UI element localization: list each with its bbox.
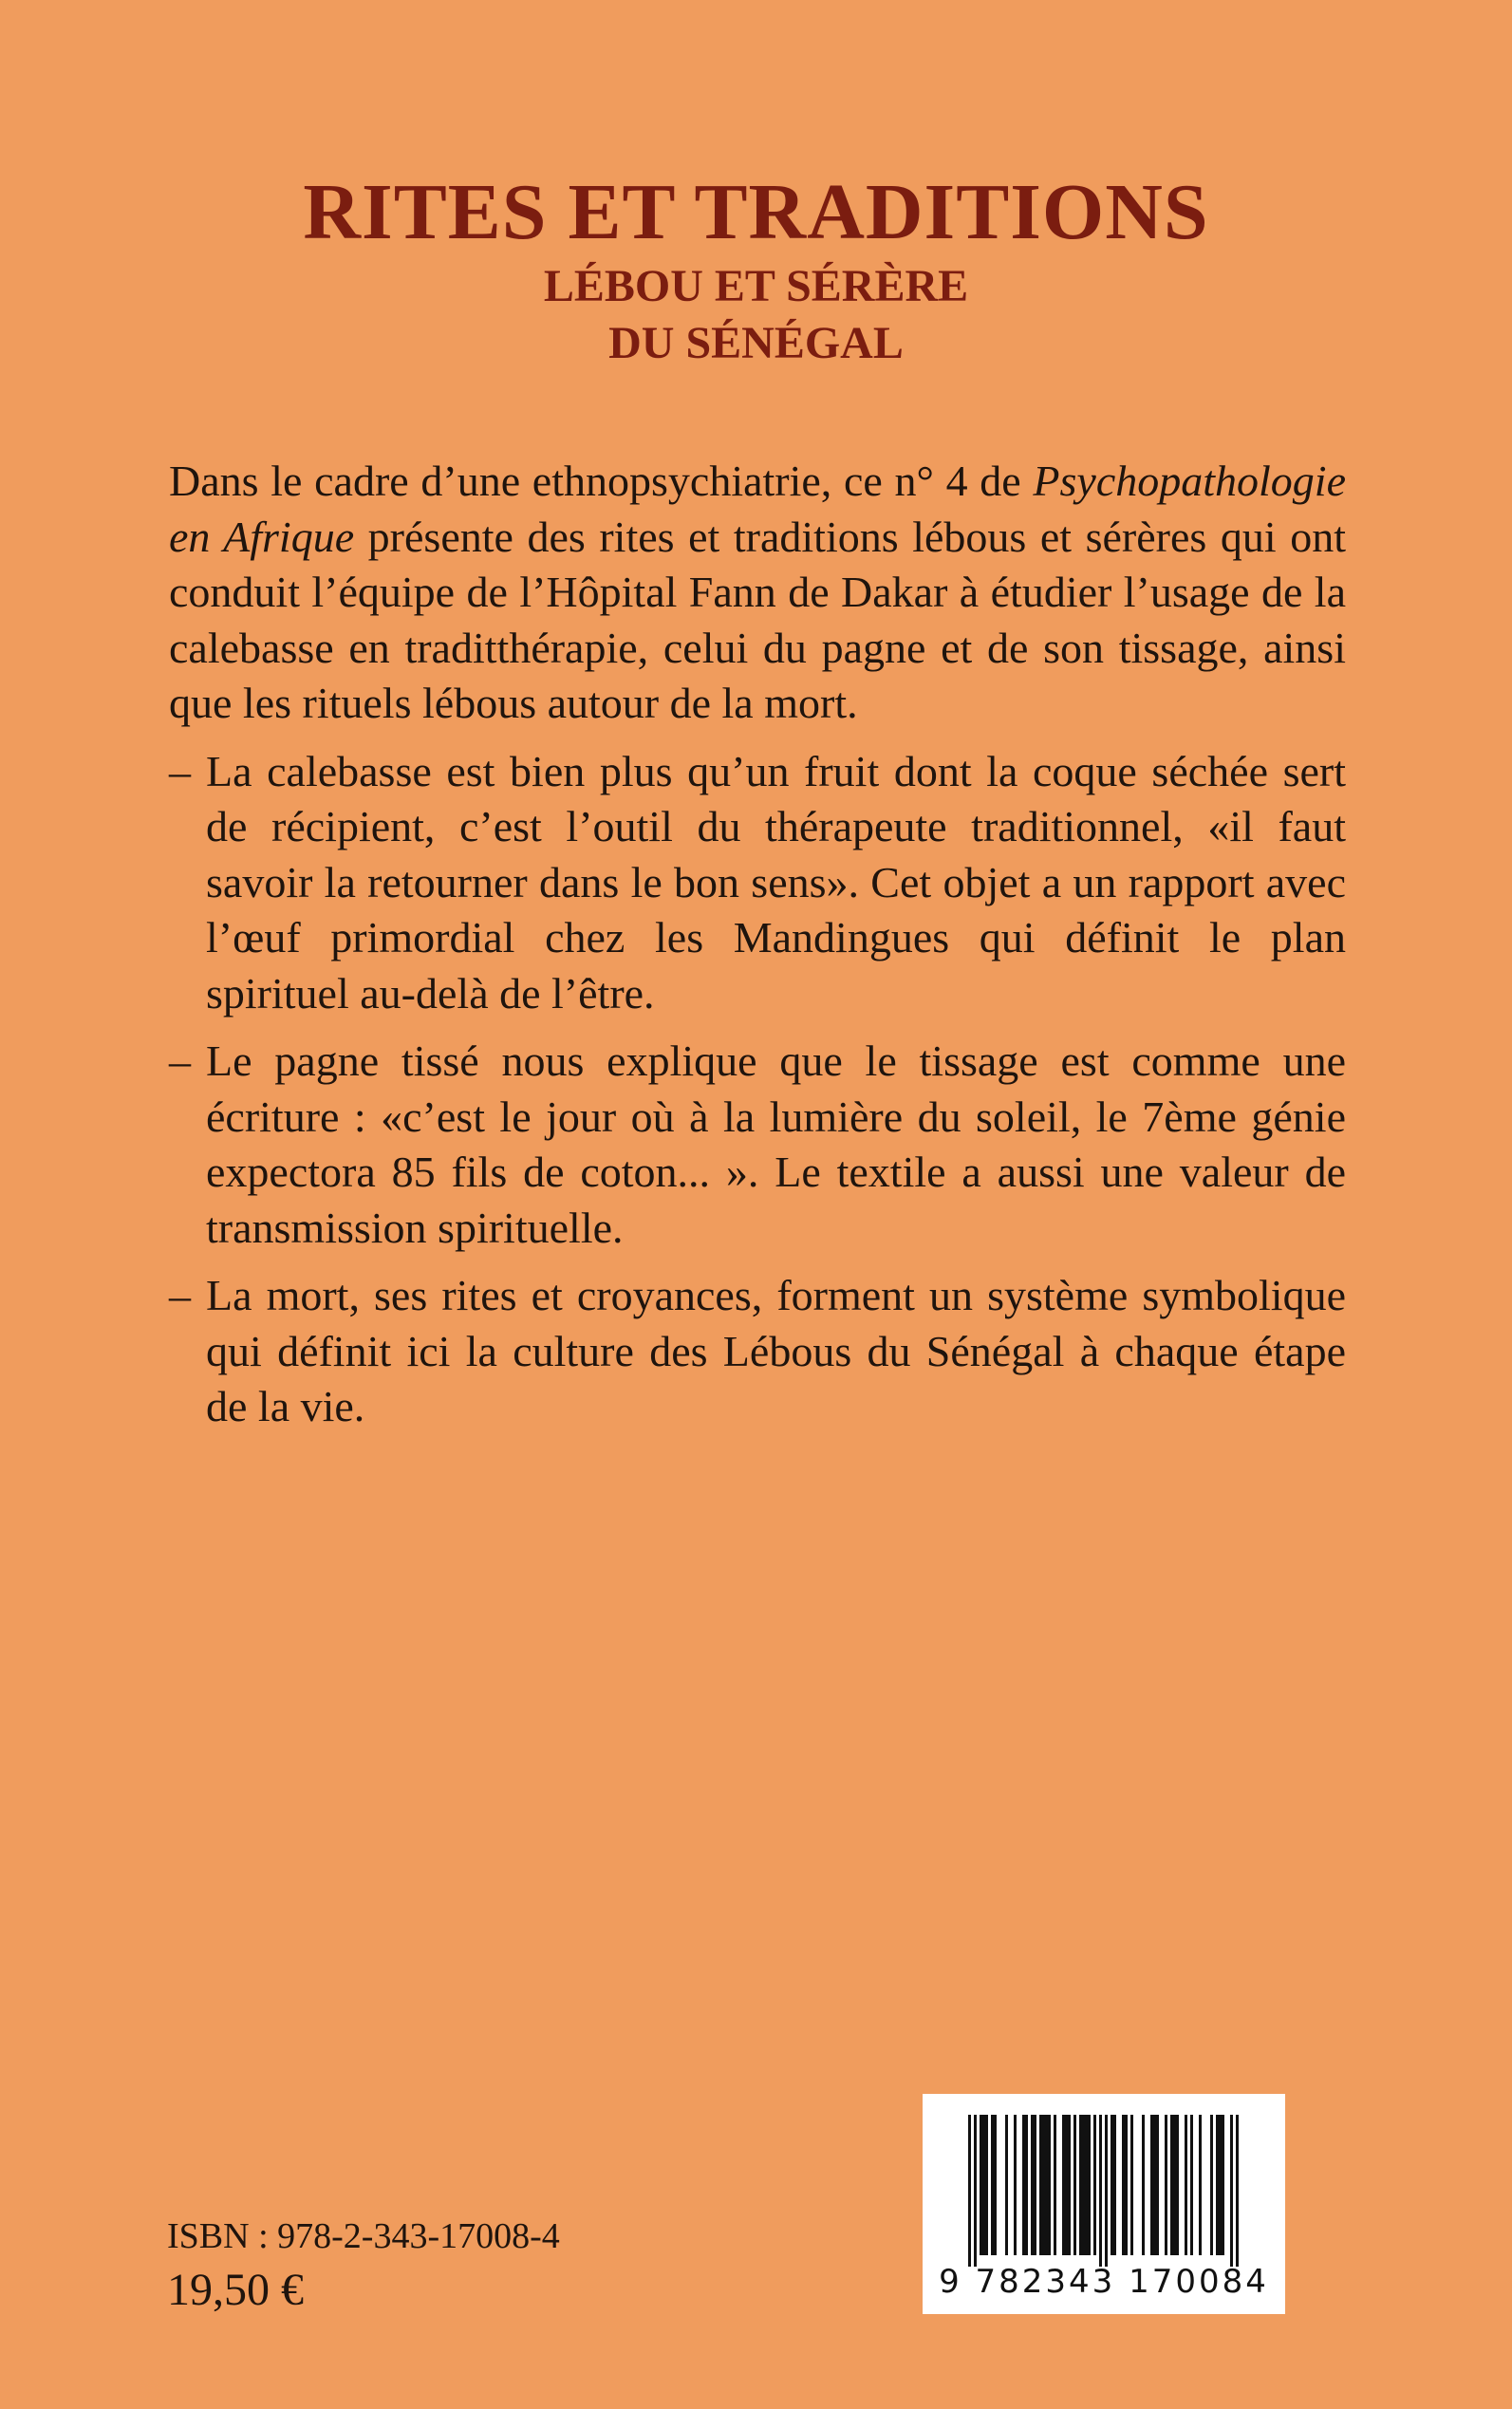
barcode-bar — [1099, 2115, 1102, 2267]
barcode-bar — [1105, 2115, 1108, 2267]
barcode-digits: 9 782343 170084 — [939, 2263, 1269, 2301]
barcode-bar — [1190, 2115, 1193, 2255]
bullet-dash: – — [169, 1271, 191, 1319]
intro-paragraph — [169, 454, 1346, 732]
book-title: RITES ET TRADITIONS — [303, 168, 1209, 256]
barcode-bar — [1073, 2115, 1076, 2255]
bullet-text: La mort, ses rites et croyances, forment un système symbolique qui définit ici la culture des Lébous du Sénégal à chaque étape de la vie. — [206, 1271, 1346, 1430]
book-subtitle-line-1: LÉBOU ET SÉRÈRE — [543, 261, 969, 311]
barcode-bar — [980, 2115, 988, 2255]
barcode-bar — [1062, 2115, 1071, 2255]
barcode-bar — [1142, 2115, 1145, 2255]
bullet-text: La calebasse est bien plus qu’un fruit dont la coque séchée sert de récipient, c’est l’outil du thérapeute traditionnel, «il faut savoir la retourner dans le bon sens». Cet objet a un rapport avec l’œuf primordial chez les Mandingues qui définit le plan spirituel au-delà de l’être. — [206, 746, 1346, 1018]
barcode-bar — [991, 2115, 997, 2255]
barcode-bar — [1079, 2115, 1091, 2255]
price: 19,50 € — [167, 2265, 304, 2315]
barcode-bar — [1130, 2115, 1133, 2255]
barcode-bar — [1210, 2115, 1213, 2255]
barcode-bar — [1216, 2115, 1224, 2255]
bullet-calebasse — [169, 744, 1346, 1022]
intro-text-1: Dans le cadre d’une ethnopsychiatrie, ce n° 4 de — [169, 457, 1034, 505]
isbn: ISBN : 978-2-343-17008-4 — [167, 2216, 560, 2256]
barcode-bar — [1122, 2115, 1128, 2255]
barcode-bar — [1111, 2115, 1116, 2255]
barcode-bar — [1093, 2115, 1096, 2255]
barcode-bar — [1150, 2115, 1159, 2255]
intro-text-2: présente des rites et traditions lébous et sérères qui ont conduit l’équipe de l’Hôpital Fann de Dakar à étudier l’usage de la calebasse en traditthérapie, celui du pagne et de son tissage, ainsi que les rituels lébous autour de la mort. — [169, 512, 1346, 727]
barcode-bar — [1054, 2115, 1056, 2255]
barcode-bar — [1236, 2115, 1239, 2267]
bullet-dash: – — [169, 746, 191, 795]
bullet-mort — [169, 1268, 1346, 1435]
barcode — [923, 2094, 1285, 2314]
barcode-bar — [1170, 2115, 1179, 2255]
barcode-bar — [968, 2115, 971, 2267]
barcode-bar — [1199, 2115, 1202, 2255]
barcode-bar — [1005, 2115, 1008, 2255]
bullet-dash: – — [169, 1036, 191, 1085]
barcode-bar — [1014, 2115, 1017, 2255]
barcode-bar — [974, 2115, 977, 2267]
bullet-pagne — [169, 1034, 1346, 1256]
barcode-bar — [1022, 2115, 1028, 2255]
barcode-bar — [1185, 2115, 1187, 2255]
blurb — [169, 454, 1346, 1435]
barcode-bar — [1039, 2115, 1051, 2255]
title-block — [0, 167, 1512, 372]
barcode-bar — [1230, 2115, 1233, 2267]
series-name: Psychopathologie en Afrique — [169, 457, 1346, 561]
barcode-bar — [1031, 2115, 1036, 2255]
book-subtitle-line-2: DU SÉNÉGAL — [608, 318, 904, 368]
bullet-text: Le pagne tissé nous explique que le tissage est comme une écriture : «c’est le jour où à la lumière du soleil, le 7ème génie expectora 85 fils de coton... ». Le textile a aussi une valeur de transmission spirituelle. — [206, 1036, 1346, 1252]
barcode-bar — [1165, 2115, 1167, 2255]
